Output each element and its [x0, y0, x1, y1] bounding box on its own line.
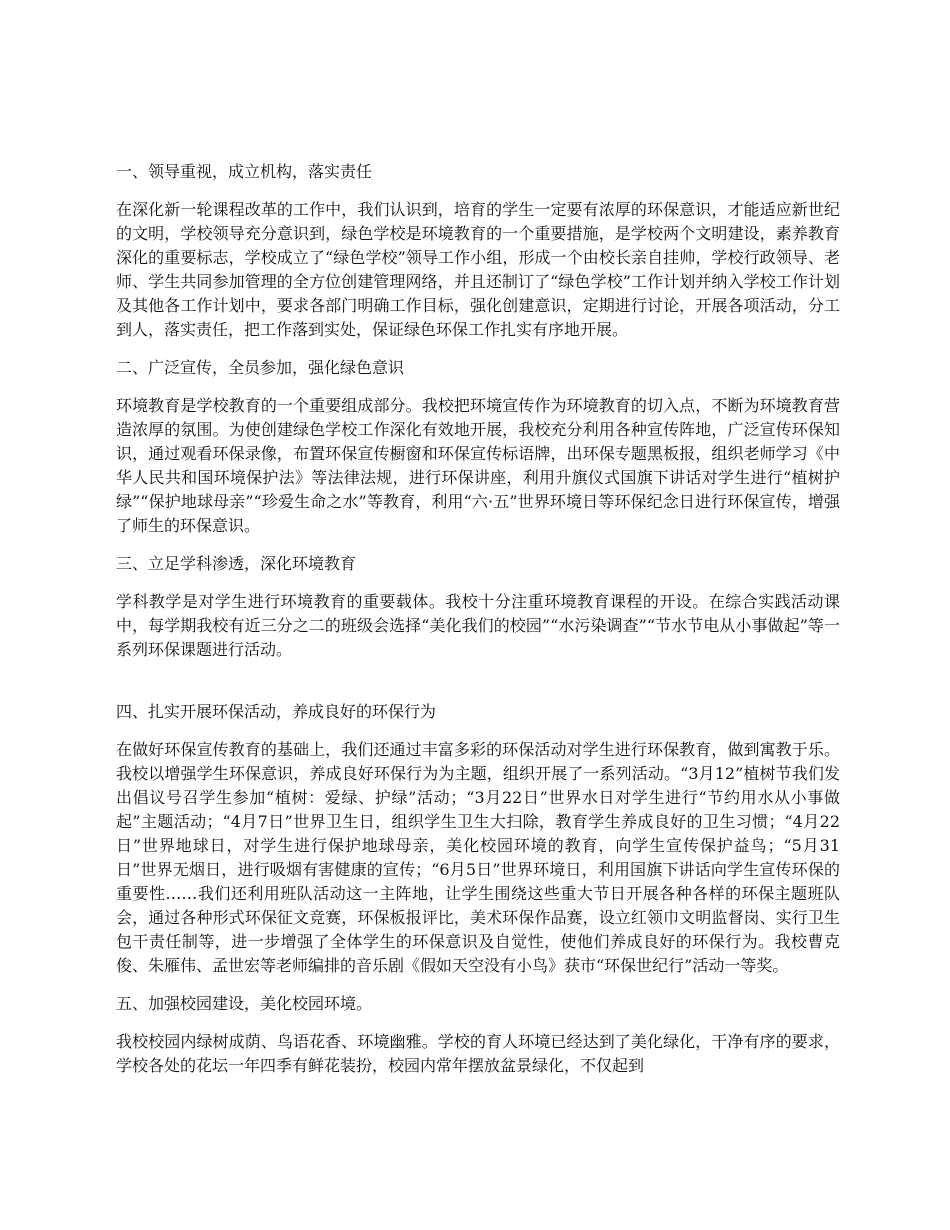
document-page	[116, 160, 840, 1092]
section-2-heading: 二、广泛宣传，全员参加，强化绿色意识	[116, 358, 405, 377]
section-5-heading: 五、加强校园建设，美化校园环境。	[116, 994, 373, 1013]
section-2-body: 环境教育是学校教育的一个重要组成部分。我校把环境宣传作为环境教育的切入点，不断为环境教育营造浓厚的氛围。为使创建绿色学校工作深化有效地开展，我校充分利用各种宣传阵地，广泛宣传环保知识，通过观看环保录像，布置环保宣传橱窗和环保宣传标语牌，出环保专题黑板报，组织老师学习《中华人民共和国环境保护法》等法律法规，进行环保讲座，利用升旗仪式国旗下讲话对学生进行“植树护绿”“保护地球母亲”“珍爱生命之水”等教育，利用“六·五”世界环境日等环保纪念日进行环保宣传，增强了师生的环保意识。	[116, 396, 840, 535]
section-3-heading: 三、立足学科渗透，深化环境教育	[116, 554, 357, 573]
section-4-body: 在做好环保宣传教育的基础上，我们还通过丰富多彩的环保活动对学生进行环保教育，做到寓教于乐。我校以增强学生环保意识，养成良好环保行为为主题，组织开展了一系列活动。“3月12”植树节我们发出倡议号召学生参加“植树：爱绿、护绿”活动；“3月22日”世界水日对学生进行“节约用水从小事做起”主题活动；“4月7日”世界卫生日，组织学生卫生大扫除，教育学生养成良好的卫生习惯；“4月22日”世界地球日，对学生进行保护地球母亲，美化校园环境的教育，向学生宣传保护益鸟；“5月31日”世界无烟日，进行吸烟有害健康的宣传；“6月5日”世界环境日，利用国旗下讲话向学生宣传环保的重要性……我们还利用班队活动这一主阵地，让学生围绕这些重大节日开展各种各样的环保主题班队会，通过各种形式环保征文竞赛，环保板报评比，美术环保作品赛，设立红领巾文明监督岗、实行卫生包干责任制等，进一步增强了全体学生的环保意识及自觉性，使他们养成良好的环保行为。我校曹克俊、朱雁伟、孟世宏等老师编排的音乐剧《假如天空没有小鸟》获市“环保世纪行”活动一等奖。	[116, 740, 840, 975]
section-spacer	[116, 676, 840, 700]
section-3-body: 学科教学是对学生进行环境教育的重要载体。我校十分注重环境教育课程的开设。在综合实践活动课中，每学期我校有近三分之二的班级会选择“美化我们的校园”“水污染调查”“节水节电从小事做起”等一系列环保课题进行活动。	[116, 592, 840, 659]
section-4-heading: 四、扎实开展环保活动，养成良好的环保行为	[116, 702, 437, 721]
section-1-heading: 一、领导重视，成立机构，落实责任	[116, 162, 373, 181]
section-1-body: 在深化新一轮课程改革的工作中，我们认识到，培育的学生一定要有浓厚的环保意识，才能适应新世纪的文明，学校领导充分意识到，绿色学校是环境教育的一个重要措施，是学校两个文明建设，素养教育深化的重要标志，学校成立了“绿色学校”领导工作小组，形成一个由校长亲自挂帅，学校行政领导、老师、学生共同参加管理的全方位创建管理网络，并且还制订了“绿色学校”工作计划并纳入学校工作计划及其他各工作计划中，要求各部门明确工作目标，强化创建意识，定期进行讨论，开展各项活动，分工到人，落实责任，把工作落到实处，保证绿色环保工作扎实有序地开展。	[116, 200, 840, 339]
section-5-body: 我校校园内绿树成荫、鸟语花香、环境幽雅。学校的育人环境已经达到了美化绿化，干净有序的要求，学校各处的花坛一年四季有鲜花装扮，校园内常年摆放盆景绿化，不仅起到	[116, 1032, 840, 1075]
